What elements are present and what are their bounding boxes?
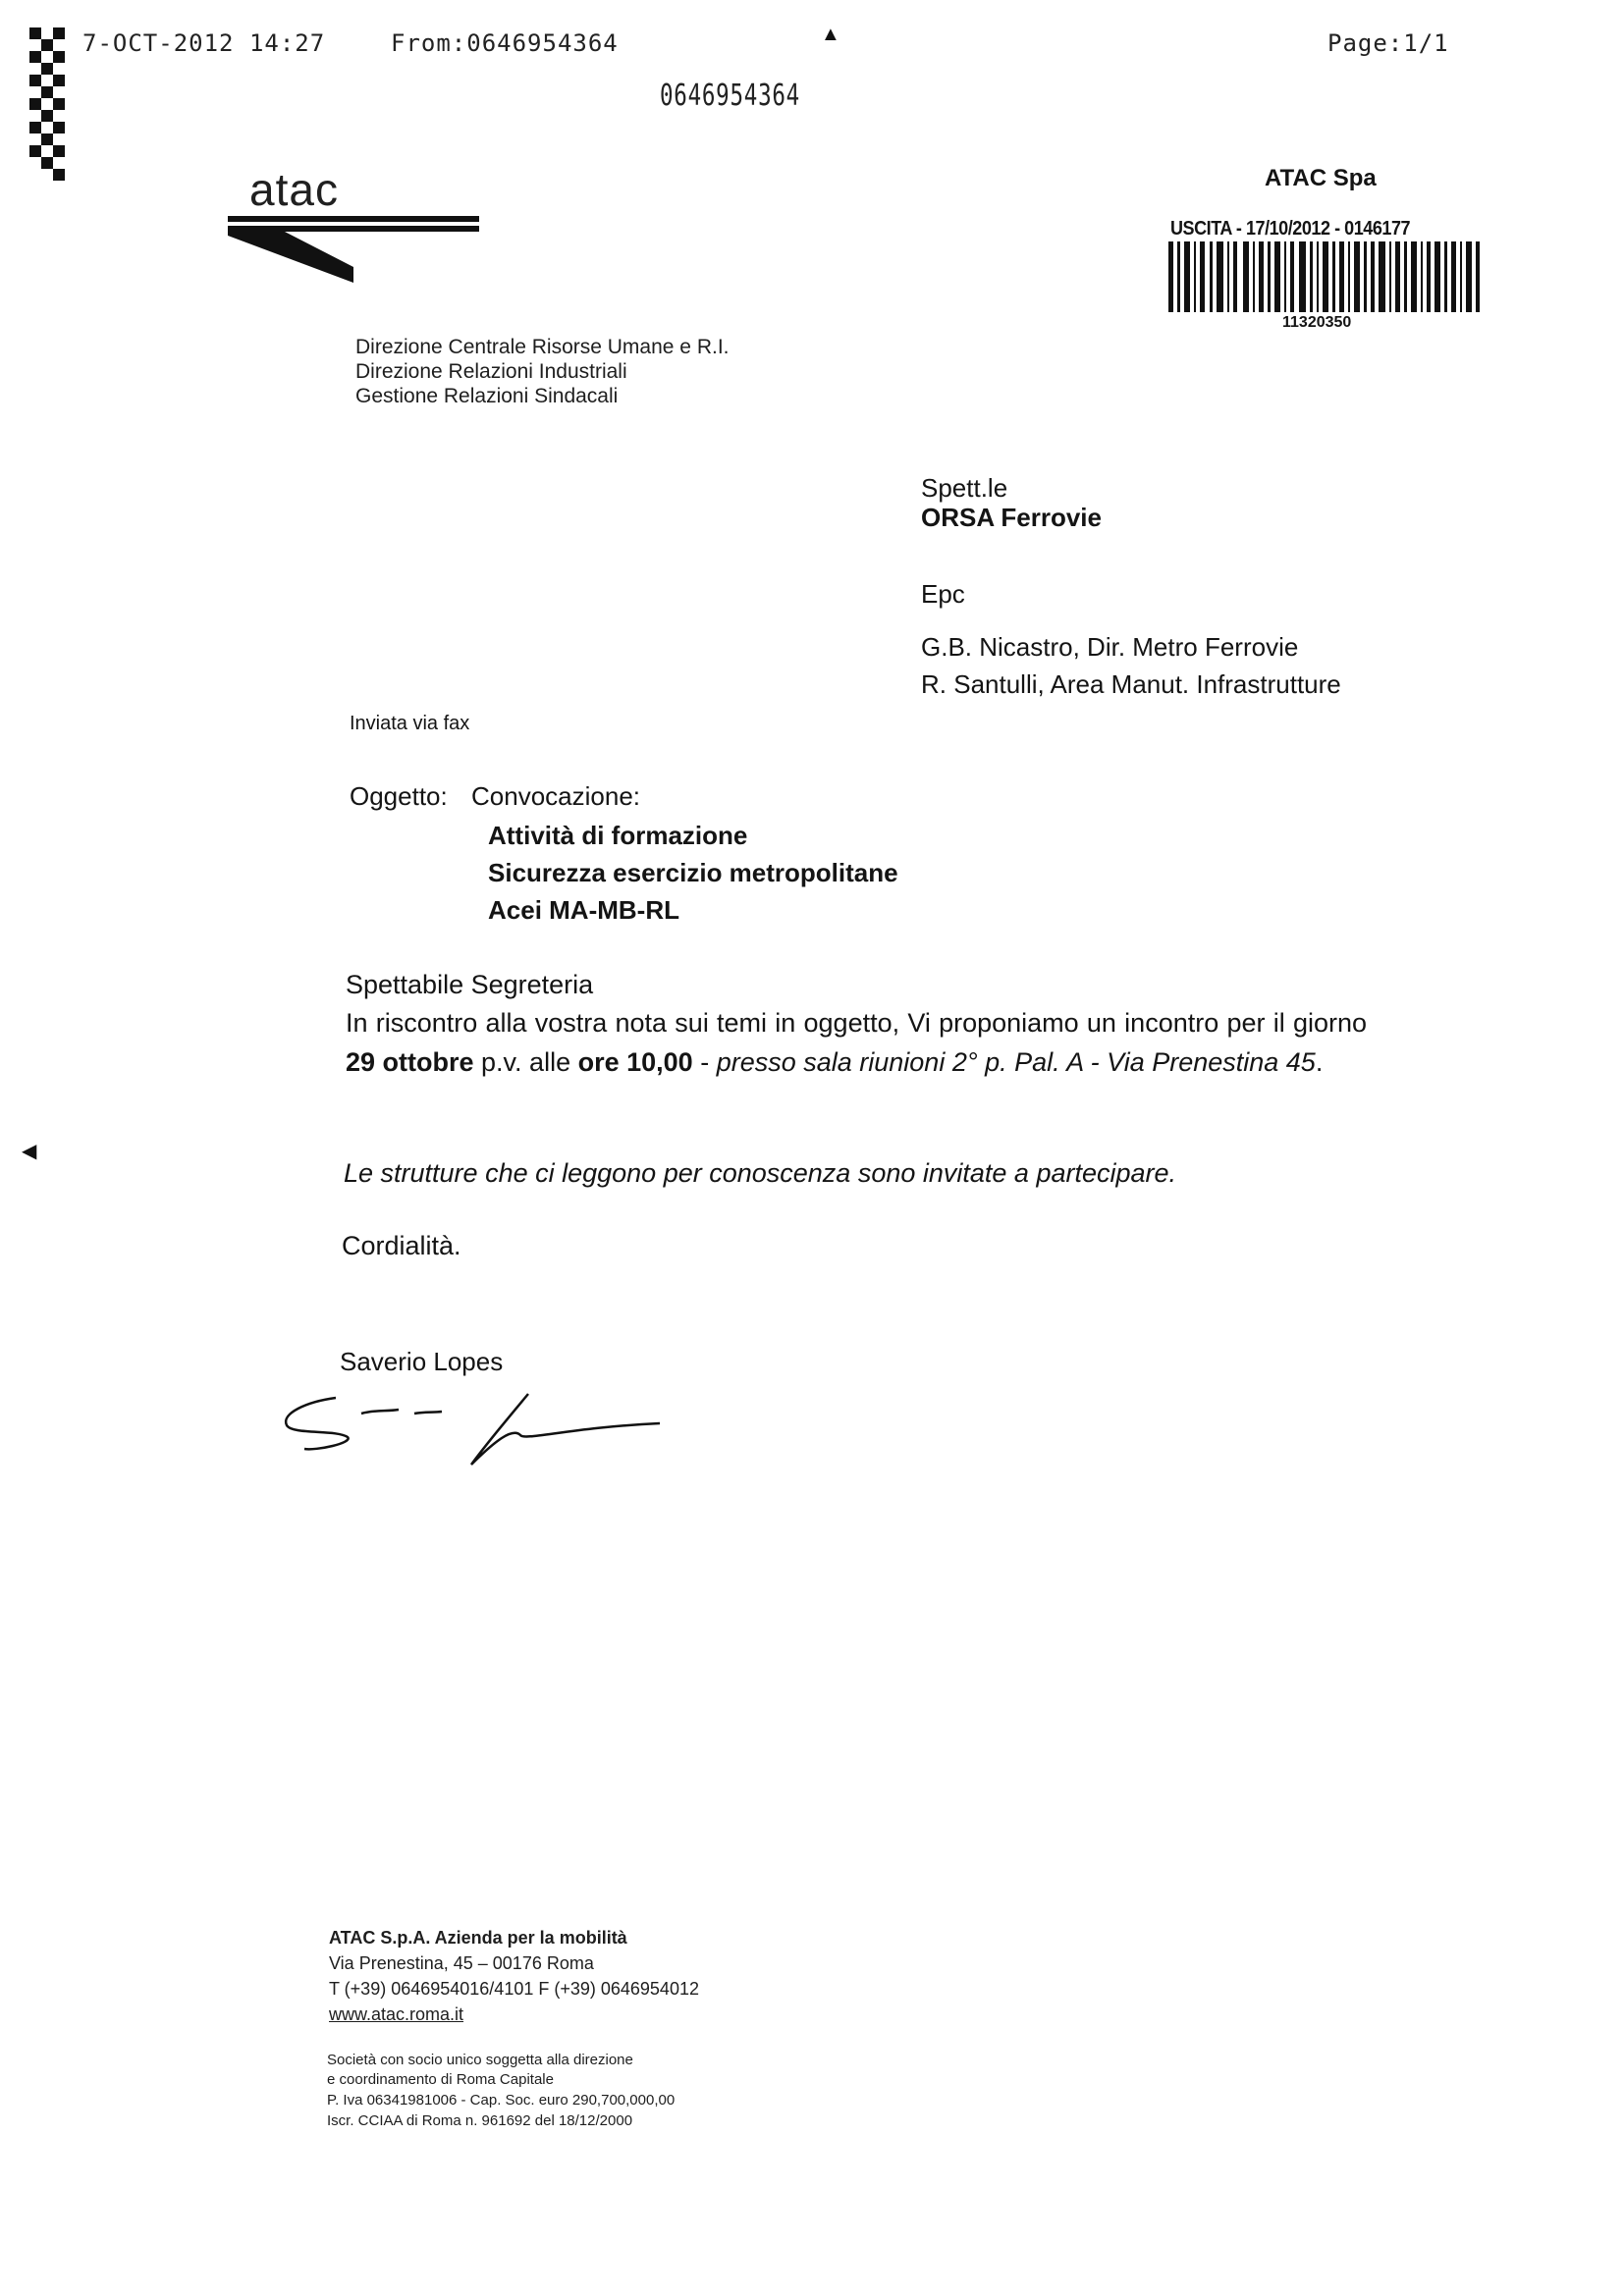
signer-name: Saverio Lopes [340,1347,504,1376]
letter-closing: Cordialità. [342,1231,461,1260]
letter-paragraph-2: Le strutture che ci leggono per conoscenza sono invitate a partecipare. [344,1158,1177,1188]
subject-label: Oggetto: [350,781,448,811]
footer-company: ATAC S.p.A. Azienda per la mobilità [329,1928,627,1948]
letter-paragraph-1 [346,1003,1367,1082]
fax-datetime: 7-OCT-2012 14:27 [82,29,326,57]
footer-legal-4: Iscr. CCIAA di Roma n. 961692 del 18/12/2000 [327,2112,633,2129]
company-name: ATAC Spa [1265,165,1377,191]
footer-address: Via Prenestina, 45 – 00176 Roma [329,1953,594,1973]
meeting-date: 29 ottobre [346,1047,474,1077]
subject-item-3: Acei MA-MB-RL [488,895,679,925]
barcode-graphic [1168,241,1481,314]
recipient-name: ORSA Ferrovie [921,503,1102,532]
department-line-2: Direzione Relazioni Industriali [355,360,627,383]
cc-label: Epc [921,579,965,609]
department-line-1: Direzione Centrale Risorse Umane e R.I. [355,336,730,358]
footer-website-link[interactable]: www.atac.roma.it [329,2004,464,2024]
subject-item-2: Sicurezza esercizio metropolitane [488,858,898,887]
cc-recipient-1: G.B. Nicastro, Dir. Metro Ferrovie [921,632,1299,662]
atac-logo-text: atac [249,164,339,215]
footer-phone: T (+39) 0646954016/4101 F (+39) 0646954012 [329,1979,699,1999]
fax-checker-marks [29,27,88,185]
footer-legal-1: Società con socio unico soggetta alla direzione [327,2052,633,2068]
letter-greeting: Spettabile Segreteria [346,970,594,999]
meeting-time: ore 10,00 [577,1047,693,1077]
p1-text-b: p.v. alle [473,1047,578,1077]
triangle-left-icon: ◀ [22,1141,37,1162]
fax-page: Page:1/1 [1327,29,1449,57]
p1-text-c: - [692,1047,717,1077]
p1-text-a: In riscontro alla vostra nota sui temi in oggetto, Vi proponiamo un incontro per il giorno [346,1008,1367,1038]
p1-text-end: . [1315,1047,1324,1077]
footer-legal-3: P. Iva 06341981006 - Cap. Soc. euro 290,700,000,00 [327,2092,676,2109]
atac-logo-mark [226,214,481,285]
triangle-up-icon: ▲ [821,24,840,45]
cc-recipient-2: R. Santulli, Area Manut. Infrastrutture [921,669,1341,699]
barcode-number: 11320350 [1282,314,1352,331]
footer-legal-2: e coordinamento di Roma Capitale [327,2071,554,2088]
handwritten-signature [277,1384,670,1472]
meeting-place: presso sala riunioni 2° p. Pal. A - Via Prenestina 45 [716,1047,1316,1077]
subject-heading: Convocazione: [471,781,640,811]
protocol-stamp: USCITA - 17/10/2012 - 0146177 [1170,218,1411,240]
sent-via-note: Inviata via fax [350,713,470,734]
fax-from: From:0646954364 [391,29,619,57]
fax-number: 0646954364 [660,79,800,113]
recipient-salutation: Spett.le [921,473,1008,503]
department-line-3: Gestione Relazioni Sindacali [355,385,619,407]
subject-item-1: Attività di formazione [488,821,748,850]
